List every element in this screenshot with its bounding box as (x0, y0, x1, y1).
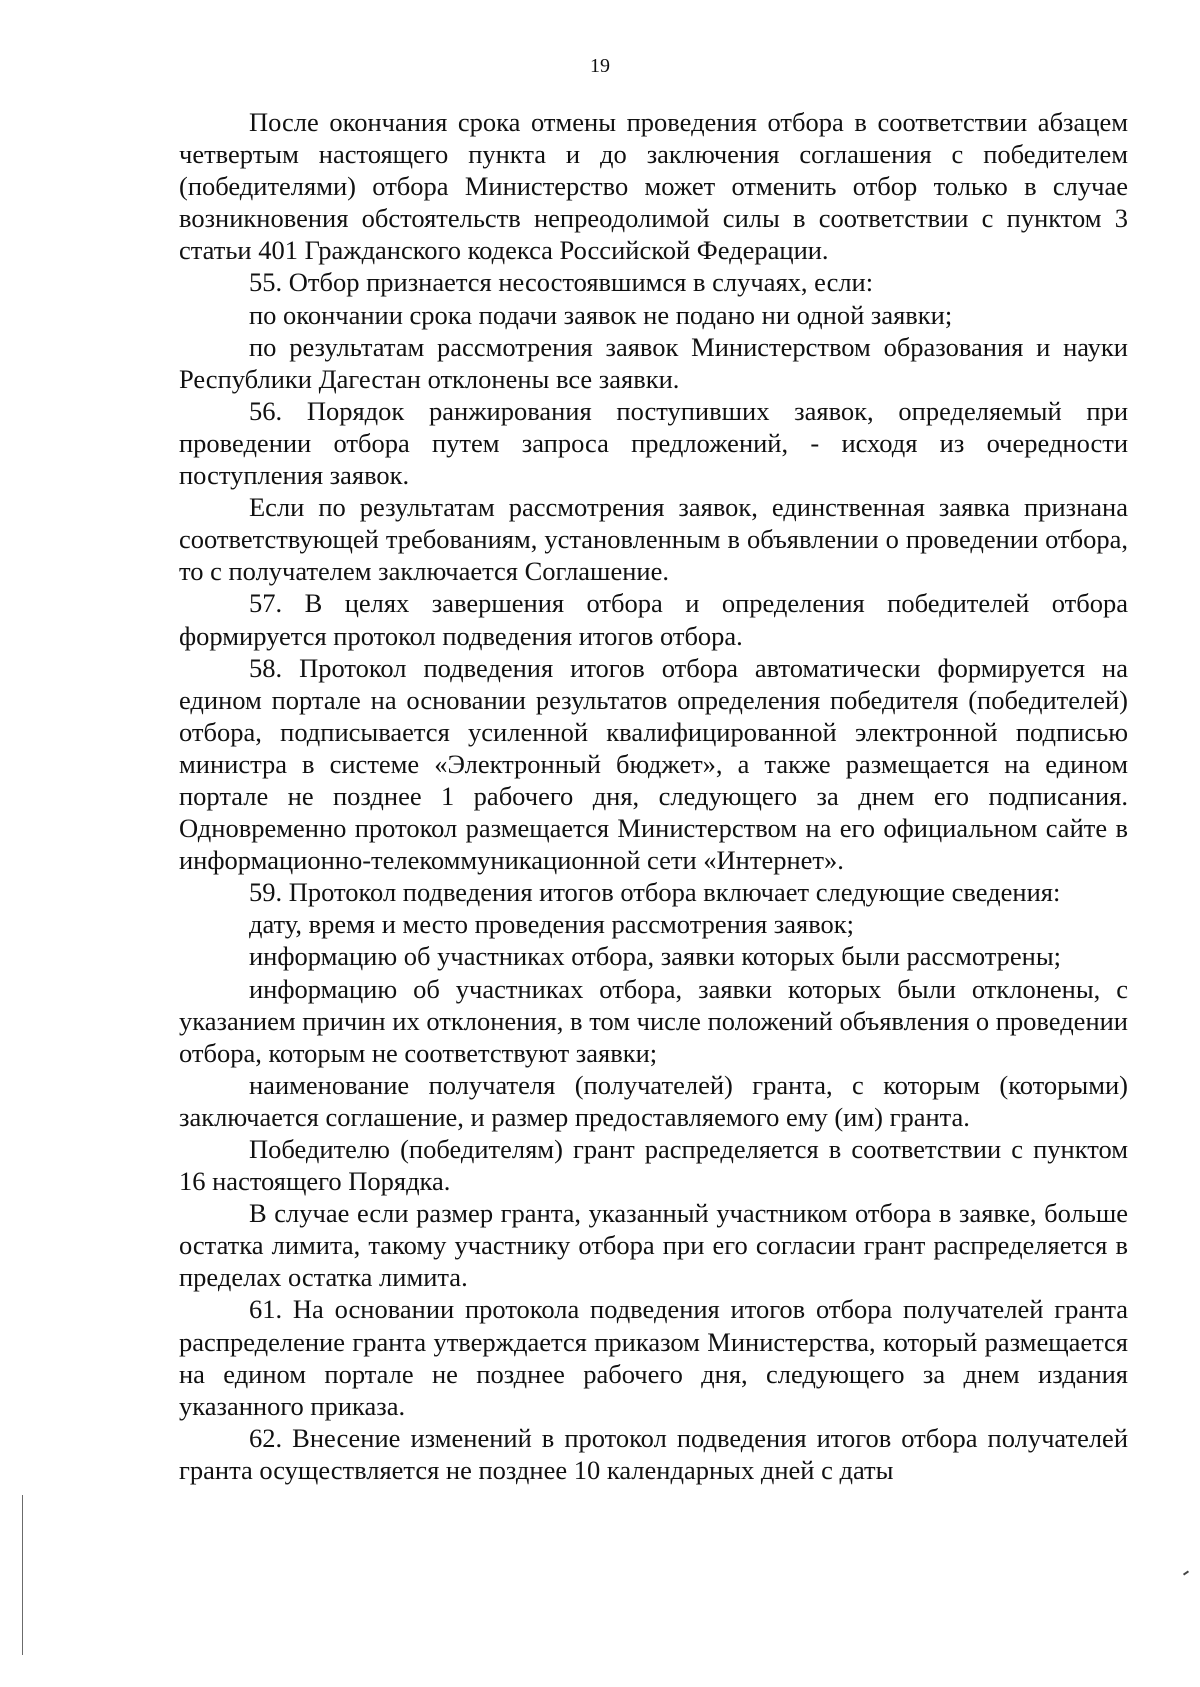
paragraph-cancellation: После окончания срока отмены проведения отбора в соответствии абзацем четвертым настоящего пункта и до заключения соглашения с победителем (победителями) отбора Министерство может отменить отбор только в случае возникновения обстоятельств непреодолимой силы в соответствии с пунктом 3 статьи 401 Гражданского кодекса Российской Федерации. (179, 107, 1128, 266)
paragraph-57: 57. В целях завершения отбора и определения победителей отбора формируется протокол подведения итогов отбора. (179, 588, 1128, 651)
document-body (179, 106, 1128, 1486)
scan-speck (1183, 1570, 1189, 1575)
paragraph-59-item-recipient: наименование получателя (получателей) гранта, с которым (которыми) заключается соглашение, и размер предоставляемого ему (им) гранта. (179, 1069, 1128, 1132)
paragraph-55-case-1: по окончании срока подачи заявок не подано ни одной заявки; (249, 299, 953, 330)
paragraph-59-item-considered: информацию об участниках отбора, заявки которых были рассмотрены; (249, 941, 1062, 972)
paragraph-62: 62. Внесение изменений в протокол подведения итогов отбора получателей гранта осуществляется не позднее 10 календарных дней с даты (179, 1422, 1128, 1485)
paragraph-limit-remainder: В случае если размер гранта, указанный участником отбора в заявке, больше остатка лимита, такому участнику отбора при его согласии грант распределяется в пределах остатка лимита. (179, 1198, 1128, 1293)
page-number: 19 (590, 55, 610, 77)
paragraph-55-case-2: по результатам рассмотрения заявок Министерством образования и науки Республики Дагестан отклонены все заявки. (179, 331, 1128, 394)
paragraph-59: 59. Протокол подведения итогов отбора включает следующие сведения: (249, 877, 1061, 908)
paragraph-winner-distribution: Победителю (победителям) грант распределяется в соответствии с пунктом 16 настоящего Порядка. (179, 1134, 1128, 1197)
paragraph-56-single-application: Если по результатам рассмотрения заявок, единственная заявка признана соответствующей требованиям, установленным в объявлении о проведении отбора, то с получателем заключается Соглашение. (179, 492, 1128, 587)
paragraph-59-item-date: дату, время и место проведения рассмотрения заявок; (249, 909, 855, 940)
paragraph-56: 56. Порядок ранжирования поступивших заявок, определяемый при проведении отбора путем запроса предложений, - исходя из очередности поступления заявок. (179, 395, 1128, 491)
paragraph-58: 58. Протокол подведения итогов отбора автоматически формируется на едином портале на основании результатов определения победителя (победителей) отбора, подписывается усиленной квалифицированной электронной подписью министра в системе «Электронный бюджет», а также размещается на едином портале не позднее 1 рабочего дня, следующего за днем его подписания. Одновременно протокол размещается Министерством на его официальном сайте в информационно-телекоммуникационной сети «Интернет». (179, 652, 1128, 876)
scan-edge-line (22, 1495, 23, 1655)
paragraph-61: 61. На основании протокола подведения итогов отбора получателей гранта распределение гранта утверждается приказом Министерства, который размещается на едином портале не позднее рабочего дня, следующего за днем издания указанного приказа. (179, 1294, 1128, 1421)
paragraph-55: 55. Отбор признается несостоявшимся в случаях, если: (249, 267, 874, 298)
paragraph-59-item-rejected: информацию об участниках отбора, заявки которых были отклонены, с указанием причин их отклонения, в том числе положений объявления о проведении отбора, которым не соответствуют заявки; (179, 973, 1128, 1068)
